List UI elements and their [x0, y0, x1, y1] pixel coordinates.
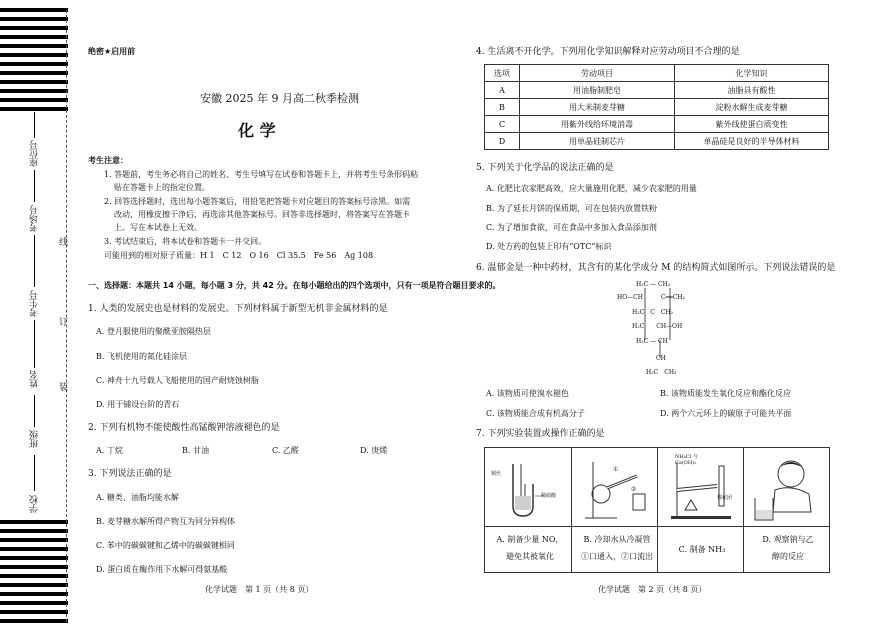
table-cell: A [485, 82, 520, 99]
cotton-label: 棉花团 [717, 495, 733, 501]
note-line: 改动，用橡皮擦干净后，再选涂其他答案标号。回答非选择题时，将答案写在答题卡 [114, 210, 410, 219]
q7-option-d-line2: 醇的反应 [772, 552, 804, 561]
school-label: 学校 [30, 495, 40, 513]
q3-option-a: A. 糖类、油脂均能水解 [96, 493, 179, 502]
q3-option-d: D. 蛋白质在酶作用下水解可得氨基酸 [96, 565, 228, 574]
q1-option-b: B. 飞机使用的氮化硅涂层 [96, 352, 187, 361]
table-cell: D [485, 133, 520, 150]
q2-stem: 2. 下列有机物不能使酸性高锰酸钾溶液褪色的是 [88, 423, 280, 433]
seat-label: 座位号 [30, 140, 40, 167]
table-row [485, 116, 829, 133]
table-header-row [485, 65, 829, 82]
cut-word-bind: 订 [59, 318, 69, 328]
table-cell: 用紫外线给环境消毒 [520, 116, 675, 133]
q2-option-b: B. 甘油 [182, 446, 209, 455]
q2-option-c: C. 乙醛 [272, 446, 299, 455]
cut-word-pack: 装 [59, 383, 69, 393]
subject-title: 化 学 [238, 121, 276, 140]
table-row [485, 133, 829, 150]
page-2-footer: 化学试题 第 2 页（共 8 页） [598, 585, 707, 594]
q7-option-a-line1: A. 制备少量 NO， [496, 535, 564, 544]
mol-l5: H₂C — CH [636, 338, 668, 345]
note-line: 3. 考试结束后，将本试卷和答题卡一并交回。 [104, 237, 267, 246]
q5-option-a: A. 化肥比农家肥高效，应大量施用化肥，减少农家肥的用量 [486, 184, 697, 193]
table-row [485, 99, 829, 116]
q5-option-b: B. 为了延长月饼的保质期，可在包装内放置铁粉 [486, 204, 657, 213]
table-cell: 用油脂制肥皂 [520, 82, 675, 99]
q3-option-c: C. 苯中的碳碳键和乙烯中的碳碳键相同 [96, 541, 235, 550]
q5-option-d: D. 处方药的包装上印有“OTC”标识 [486, 242, 612, 251]
table-cell: 用单晶硅制芯片 [520, 133, 675, 150]
q6-option-d: D. 两个六元环上的碳原子可能共平面 [660, 409, 792, 418]
q3-stem: 3. 下列说法正确的是 [88, 469, 172, 479]
dilute-nitric-label: 稀硝酸 [541, 493, 557, 499]
note-line: 2. 回答选择题时，选出每小题答案后，用铅笔把答题卡对应题目的答案标号涂黑。如需 [104, 197, 411, 206]
q7-apparatus-grid [484, 447, 830, 573]
mol-l4: H₂C CH—OH [632, 323, 683, 330]
note-line: 贴在答题卡上的指定位置。 [114, 183, 210, 192]
q1-option-a: A. 登月服使用的聚酰亚胺隔热层 [96, 327, 211, 336]
q7-option-b [577, 534, 657, 562]
table-cell: 紫外线使蛋白质变性 [675, 116, 829, 133]
table-header-cell: 劳动项目 [520, 65, 675, 82]
q7-option-a-line2: 避免其被氧化 [506, 552, 554, 561]
q6-option-b: B. 该物质能发生氧化反应和酯化反应 [660, 389, 791, 398]
mol-l2: HO—CH C══CH₂ [617, 294, 686, 301]
port-2-label: ② [631, 486, 637, 493]
note-line: 1. 答题前，考生务必将自己的姓名、考生号填写在试卷和答题卡上，并将考生号条形码粘 [104, 170, 419, 179]
q7-option-b-line1: B. 冷却水从冷凝管 [583, 535, 651, 544]
q6-option-a: A. 该物质可使溴水褪色 [486, 389, 569, 398]
reactants-label: NH₄Cl 与 Ca(OH)₂ [675, 454, 698, 466]
q7-option-b-line2: ①口通入，②口流出 [581, 552, 653, 561]
q7-option-d [751, 534, 825, 562]
table-row [485, 82, 829, 99]
atomic-mass-line: 可能用到的相对原子质量：H 1 C 12 O 16 Cl 35.5 Fe 56 Ag 108 [104, 251, 374, 260]
q6-stem: 6. 温郁金是一种中药材，其含有的某化学成分 M 的结构简式如图所示。下列说法错误的是 [476, 263, 836, 273]
q2-option-a: A. 丁烷 [96, 446, 123, 455]
mol-l3: H₂C C CH₂ [632, 309, 674, 316]
student-id-label: 考生号 [30, 290, 40, 317]
cut-word-line: 线 [59, 238, 69, 248]
q1-stem: 1. 人类的发展史也是材料的发展史。下列材料属于新型无机非金属材料的是 [88, 304, 388, 314]
q4-table [484, 64, 829, 150]
room-label: 考场号 [30, 205, 40, 232]
table-cell: 淀粉水解生成麦芽糖 [675, 99, 829, 116]
q7-option-a [495, 534, 565, 562]
q7-option-c [665, 544, 739, 555]
table-header-cell: 化学知识 [675, 65, 829, 82]
port-1-label: ① [613, 466, 619, 473]
q7-option-d-line1: D. 观察钠与乙 [762, 535, 814, 544]
q3-option-b: B. 麦芽糖水解所得产物互为同分异构体 [96, 517, 235, 526]
q7-stem: 7. 下列实验装置或操作正确的是 [476, 429, 605, 439]
page-1-footer: 化学试题 第 1 页（共 8 页） [205, 585, 314, 594]
table-cell: 油脂具有酸性 [675, 82, 829, 99]
mol-l7: H₃C CH₃ [646, 369, 677, 376]
q1-option-c: C. 神舟十九号载人飞船使用的国产耐烧蚀树脂 [96, 376, 259, 385]
table-cell: 用大米制麦芽糖 [520, 99, 675, 116]
copper-wire-label: 铜丝 [491, 471, 502, 477]
table-cell: C [485, 116, 520, 133]
mol-l6: CH [656, 355, 666, 362]
note-line: 上。写在本试卷上无效。 [114, 223, 202, 232]
q7-option-c-line1: C. 制备 NH₃ [678, 545, 726, 554]
q1-option-d: D. 用于铺设台阶的青石 [96, 400, 180, 409]
name-label: 姓名 [30, 370, 40, 388]
secret-mark: 绝密★启用前 [88, 47, 136, 56]
table-cell: B [485, 99, 520, 116]
q5-option-c: C. 为了增加食欲，可在食品中多加入食品添加剂 [486, 223, 657, 232]
notes-title: 考生注意： [88, 156, 128, 165]
class-label: 班级 [30, 430, 40, 448]
q6-option-c: C. 该物质能合成有机高分子 [486, 409, 585, 418]
u-tube-apparatus-icon [491, 456, 567, 522]
table-header-cell: 选项 [485, 65, 520, 82]
exam-title: 安徽 2025 年 9 月高二秋季检测 [200, 92, 359, 105]
observer-person-icon [751, 454, 823, 524]
section-heading: 一、选择题：本题共 14 小题，每小题 3 分，共 42 分。在每小题给出的四个选项中，只有一项是符合题目要求的。 [88, 281, 501, 290]
q2-option-d: D. 庚烯 [360, 446, 388, 455]
q5-stem: 5. 下列关于化学品的说法正确的是 [476, 163, 614, 173]
q4-stem: 4. 生活离不开化学。下列用化学知识解释对应劳动项目不合理的是 [476, 47, 740, 57]
mol-l1: H₂C — CH₂ [636, 281, 671, 288]
table-cell: 单晶硅是良好的半导体材料 [675, 133, 829, 150]
